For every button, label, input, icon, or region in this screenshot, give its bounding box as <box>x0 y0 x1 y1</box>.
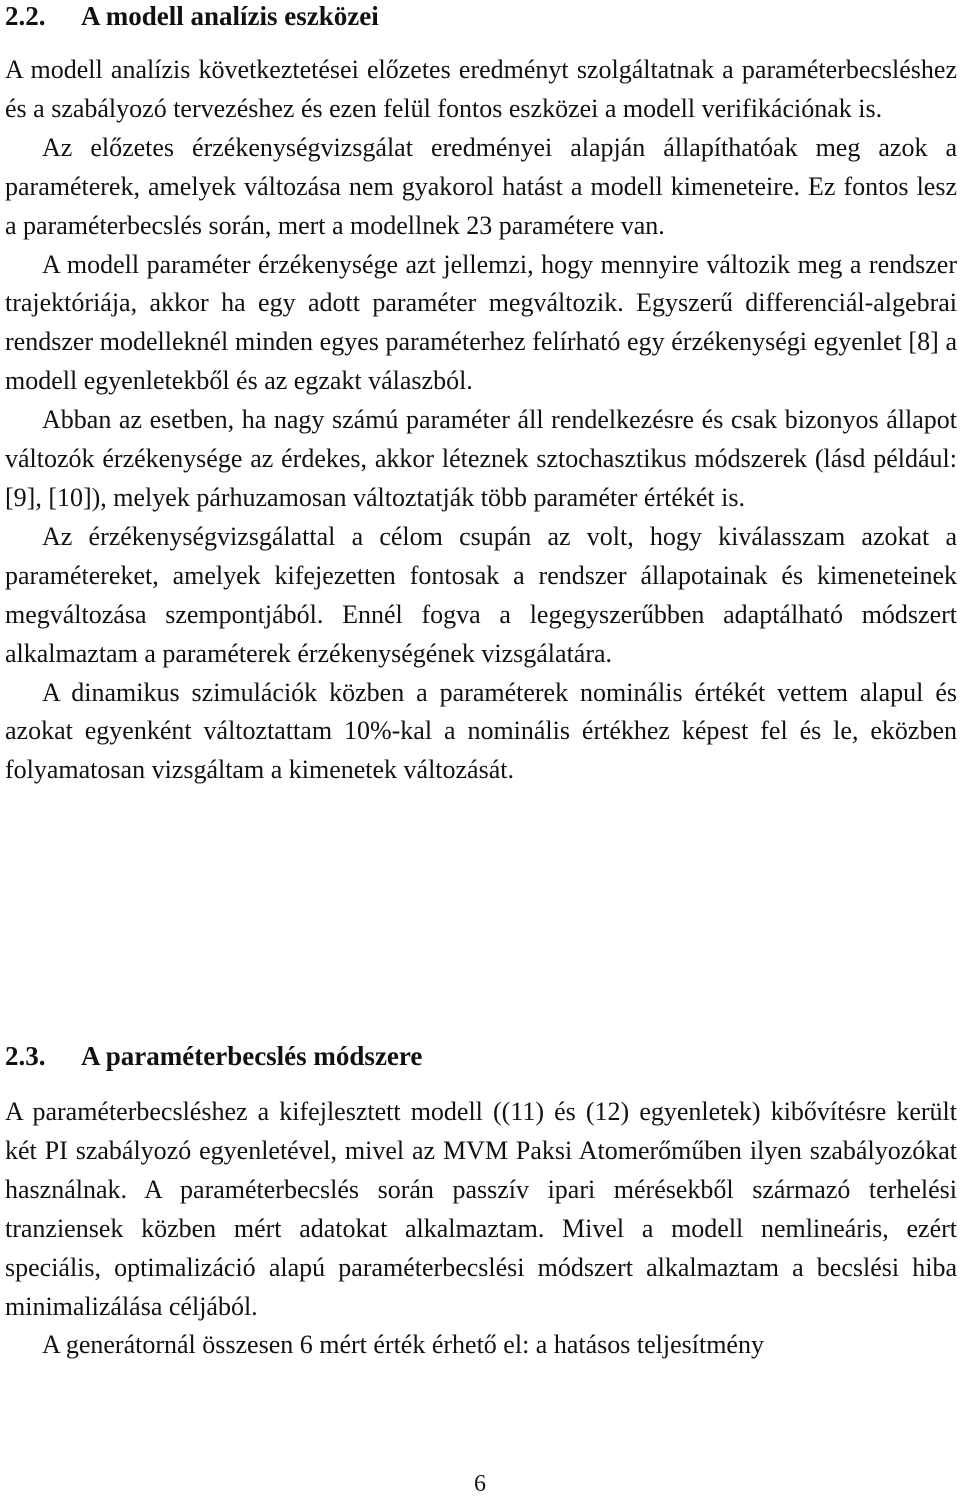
section-number: 2.3. <box>5 1041 46 1071</box>
paragraph: A modell paraméter érzékenysége azt jellemzi, hogy mennyire változik meg a rendszer trajektóriája, akkor ha egy adott paraméter megváltozik. Egyszerű differenciál-algebrai rendszer modelleknél minden egyes paraméterhez felírható egy érzékenységi egyenlet [8] a modell egyenletekből és az egzakt válaszból. <box>5 249 957 396</box>
section-title: A paraméterbecslés módszere <box>81 1041 423 1071</box>
section-body-2-2 <box>5 51 957 790</box>
section-heading-2-2 <box>5 0 379 32</box>
section-body-2-3 <box>5 1093 957 1365</box>
paragraph: A modell analízis következtetései előzetes eredményt szolgáltatnak a paraméterbecsléshez és a szabályozó tervezéshez és ezen felül fontos eszközei a modell verifikációnak is. <box>5 55 957 123</box>
section-heading-2-3 <box>5 1040 422 1072</box>
paragraph: Az előzetes érzékenységvizsgálat eredményei alapján állapíthatóak meg azok a paraméterek, amelyek változása nem gyakorol hatást a modell kimeneteire. Ez fontos lesz a paraméterbecslés során, mert a modellnek 23 paramétere van. <box>5 132 957 240</box>
section-title: A modell analízis eszközei <box>81 1 379 31</box>
paragraph: A generátornál összesen 6 mért érték érhető el: a hatásos teljesítmény <box>42 1330 764 1360</box>
paragraph: Az érzékenységvizsgálattal a célom csupán az volt, hogy kiválasszam azokat a paramétereket, amelyek kifejezetten fontosak a rendszer állapotainak és kimeneteinek megváltozása szempontjából. Ennél fogva a legegyszerűbben adaptálható módszert alkalmaztam a paraméterek érzékenységének vizsgálatára. <box>5 521 957 668</box>
paragraph: A dinamikus szimulációk közben a paraméterek nominális értékét vettem alapul és azokat egyenként változtattam 10%-kal a nominális értékhez képest fel és le, eközben folyamatosan vizsgáltam a kimenetek változását. <box>5 677 957 785</box>
section-number: 2.2. <box>5 1 46 31</box>
paragraph: A paraméterbecsléshez a kifejlesztett modell ((11) és (12) egyenletek) kibővítésre került két PI szabályozó egyenletével, mivel az MVM Paksi Atomerőműben ilyen szabályozókat használnak. A paraméterbecslés során passzív ipari mérésekből származó terhelési tranziensek közben mért adatokat alkalmaztam. Mivel a modell nemlineáris, ezért speciális, optimalizáció alapú paraméterbecslési módszert alkalmaztam a becslési hiba minimalizálása céljából. <box>5 1097 957 1321</box>
page-number: 6 <box>474 1471 486 1497</box>
paragraph: Abban az esetben, ha nagy számú paraméter áll rendelkezésre és csak bizonyos állapot változók érzékenysége az érdekes, akkor léteznek sztochasztikus módszerek (lásd például: [9], [10]), melyek párhuzamosan változtatják több paraméter értékét is. <box>5 405 957 512</box>
